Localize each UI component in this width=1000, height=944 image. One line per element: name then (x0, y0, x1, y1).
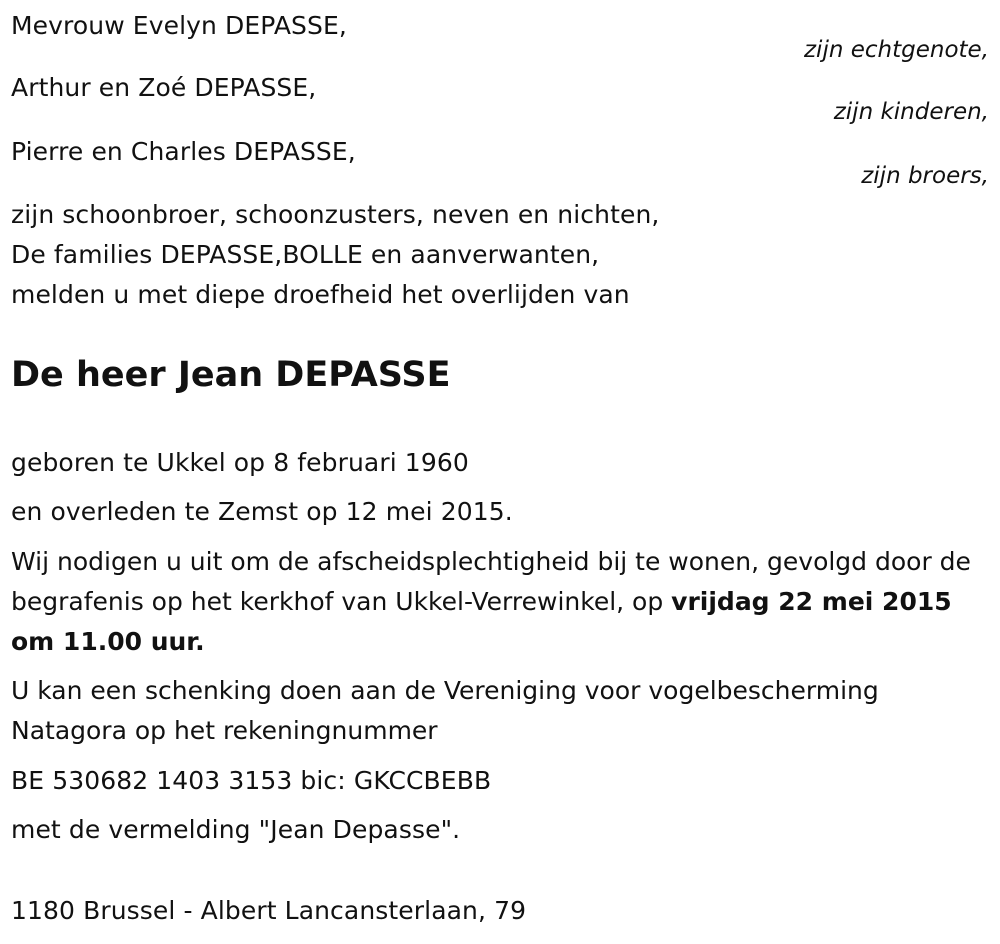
family-name-brothers: Pierre en Charles DEPASSE, (11, 137, 356, 166)
ceremony-paragraph (11, 542, 986, 662)
family-relation-children: zijn kinderen, (833, 99, 989, 125)
ceremony-text: Wij nodigen u uit om de afscheidsplechtigheid bij te wonen, gevolgd door de begrafenis op het kerkhof van Ukkel-Verrewinkel, op (11, 547, 971, 616)
death-line: en overleden te Zemst op 12 mei 2015. (11, 497, 513, 526)
account-number: BE 530682 1403 3153 bic: GKCCBEBB (11, 766, 492, 795)
deceased-name: De heer Jean DEPASSE (11, 355, 451, 395)
birth-line: geboren te Ukkel op 8 februari 1960 (11, 448, 469, 477)
donation-paragraph: U kan een schenking doen aan de Vereniging voor vogelbescherming Natagora op het rekeningnummer (11, 676, 879, 745)
family-name-spouse: Mevrouw Evelyn DEPASSE, (11, 11, 347, 40)
family-name-children: Arthur en Zoé DEPASSE, (11, 73, 317, 102)
families-line: De families DEPASSE,BOLLE en aanverwanten, (11, 240, 600, 269)
donation-mention: met de vermelding "Jean Depasse". (11, 815, 461, 844)
address-line: 1180 Brussel - Albert Lancansterlaan, 79 (11, 896, 527, 925)
family-relation-brothers: zijn broers, (861, 163, 989, 189)
family-relation-spouse: zijn echtgenote, (803, 37, 989, 63)
ceremony-date: vrijdag 22 mei 2015 om 11.00 uur. (11, 587, 952, 656)
extended-family-line: zijn schoonbroer, schoonzusters, neven en nichten, (11, 200, 660, 229)
announcement-line: melden u met diepe droefheid het overlijden van (11, 280, 630, 309)
